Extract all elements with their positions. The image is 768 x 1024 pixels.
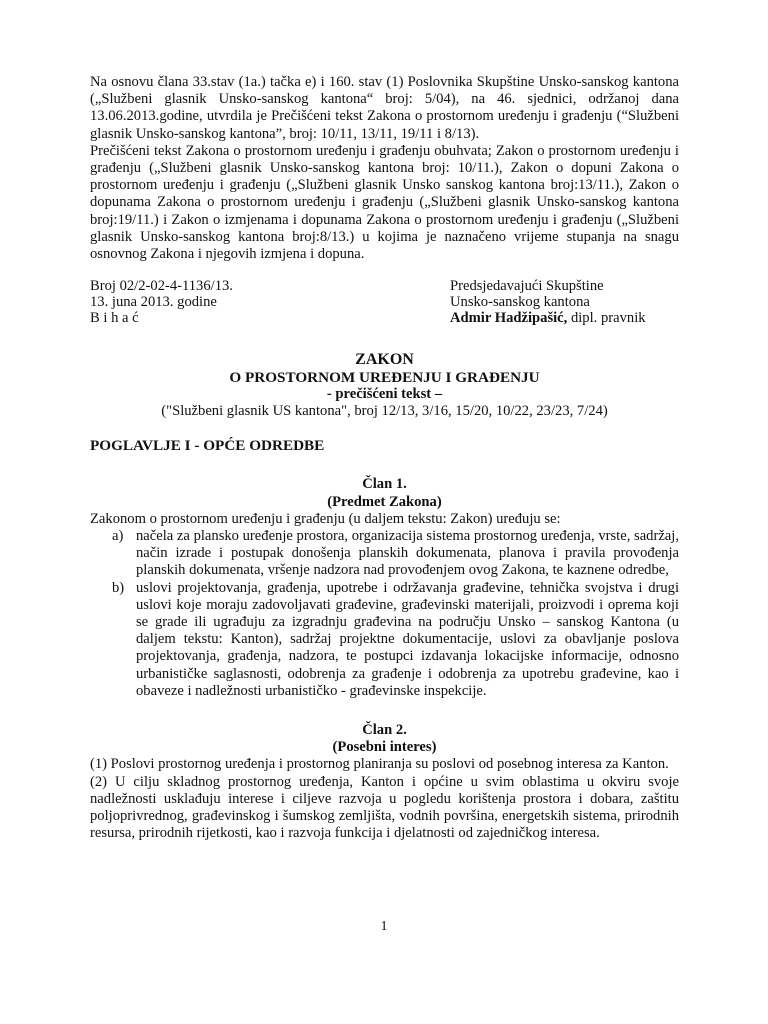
signature-block xyxy=(90,278,679,326)
signatory-name-line xyxy=(450,310,679,326)
reference-block xyxy=(90,278,450,326)
page-number: 1 xyxy=(380,919,388,934)
list-item-text: uslovi projektovanja, građenja, upotrebe i održavanja građevine, tehnička svojstva i drugi uslovi koje moraju zadovoljavati građevine, građevinski materijali, proizvodi i oprema koji se grade ili ugrađuju za izgradnju građevina na području Unsko – sanskog Kantona (u daljem tekstu: Kanton), sadržaj projektne dokumentacije, uslovi za obavljanje poslova projektovanja, građenja, nadzora, te postupci izdavanja lokacijske informacije, odnosno urbanističke saglasnosti, odobrenja za građenje i odobrenja za upotrebu građevine, kao i obaveze i nadležnosti urbanističko - građevinske inspekcije. xyxy=(136,579,679,699)
list-marker: b) xyxy=(112,579,125,596)
article-1-title: (Predmet Zakona) xyxy=(327,493,442,510)
law-subtitle-consolidated: - prečišćeni tekst – xyxy=(326,386,443,403)
article-1-number: Član 1. xyxy=(362,476,407,493)
article-2-paragraph-1: (1) Poslovi prostornog uređenja i prostornog planiranja su poslovi od posebnog interesa za Kanton. xyxy=(90,756,669,773)
list-marker: a) xyxy=(112,528,124,545)
signatory-name: Admir Hadžipašić, xyxy=(450,310,568,327)
article-1-item-b xyxy=(90,580,679,700)
article-1-lead: Zakonom o prostornom uređenju i građenju (u daljem tekstu: Zakon) uređuju se: xyxy=(90,510,561,527)
signatory-block xyxy=(450,278,679,326)
law-subtitle: O PROSTORNOM UREĐENJU I GRAĐENJU xyxy=(229,369,540,387)
intro-paragraph-1: Na osnovu člana 33.stav (1a.) tačka e) i 160. stav (1) Poslovnika Skupštine Unsko-sanskog kantona („Službeni glasnik Unsko-sanskog kantona“ broj: 5/04), na 46. sjednici, održanoj dana 13.06.2013.godine, utvrdila je Prečišćeni tekst Zakona o prostornom uređenju i građenju (“Službeni glasnik Unsko-sanskog kantona”, broj: 10/11, 13/11, 19/11 i 8/13). xyxy=(90,74,679,142)
law-gazette-reference: ("Službeni glasnik US kantona", broj 12/13, 3/16, 15/20, 10/22, 23/23, 7/24) xyxy=(161,403,608,420)
reference-date: 13. juna 2013. godine xyxy=(90,294,217,311)
signatory-body: Unsko-sanskog kantona xyxy=(450,294,590,311)
article-1-item-a xyxy=(90,528,679,580)
article-2-number: Član 2. xyxy=(362,722,407,739)
article-2-title: (Posebni interes) xyxy=(332,739,437,756)
reference-number: Broj 02/2-02-4-1136/13. xyxy=(90,278,233,295)
list-item-text: načela za plansko uređenje prostora, organizacija sistema prostornog uređenja, vrste, sadržaj, način izrade i postupak donošenja planskih dokumenata, planova i pravila provođenja planskih dokumenata, vršenje nadzora nad provođenjem ovog Zakona, te kaznene odredbe, xyxy=(136,528,679,579)
article-2-paragraph-2: (2) U cilju skladnog prostornog uređenja, Kanton i općine u svim oblastima u okviru svoje nadležnosti usklađuju interese i ciljeve razvoja u pogledu korištenja prostora i dobara, zaštitu poljoprivrednog, građevinskog i šumskog zemljišta, vodnih površina, energetskih sistema, prirodnih resursa, prirodnih rijetkosti, kao i razvoja funkcija i djelatnosti od zajedničkog interesa. xyxy=(90,773,679,842)
document-page xyxy=(90,74,679,843)
law-title: ZAKON xyxy=(355,351,414,369)
signatory-role: Predsjedavajući Skupštine xyxy=(450,278,604,295)
signatory-title: dipl. pravnik xyxy=(567,310,646,327)
chapter-heading: POGLAVLJE I - OPĆE ODREDBE xyxy=(90,437,325,455)
reference-place: B i h a ć xyxy=(90,310,139,327)
intro-paragraph-2: Prečišćeni tekst Zakona o prostornom uređenju i građenju obuhvata; Zakon o prostornom uređenju i građenju („Službeni glasnik Unsko-sanskog kantona broj: 10/11.), Zakon o dopuni Zakona o prostornom uređenju i građenju („Službeni glasnik Unsko sanskog kantona broj:13/11.), Zakon o dopunama Zakona o prostornom uređenju i građenju („Službeni glasnik Unsko-sanskog kantona broj:19/11.) i Zakon o izmjenama i dopunama Zakona o prostornom uređenju i građenju („Službeni glasnik Unsko-sanskog kantona broj:8/13.) u kojima je naznačeno vrijeme stupanja na snagu osnovnog Zakona i njegovih izmjena i dopuna. xyxy=(90,142,679,263)
